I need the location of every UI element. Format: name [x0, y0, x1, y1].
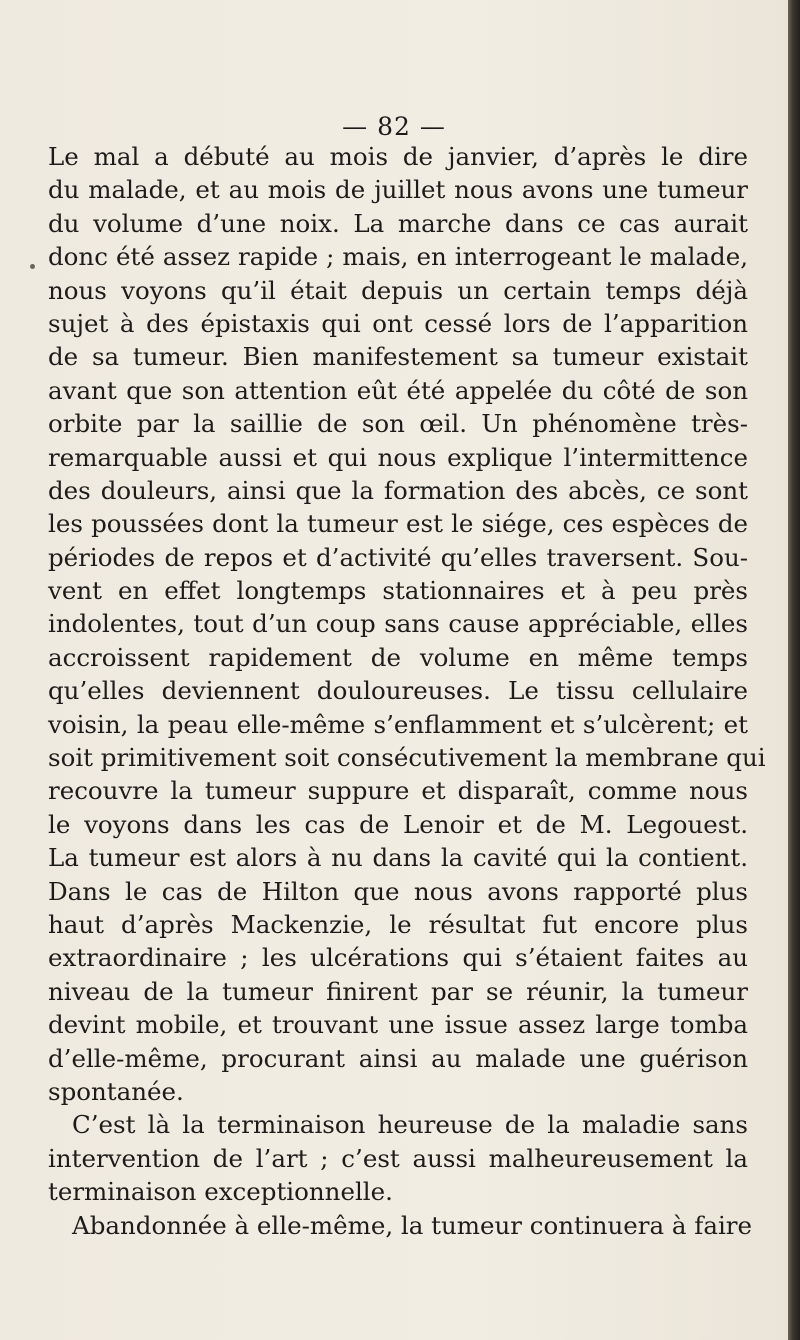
text-line: orbite par la saillie de son œil. Un phénomène très- [48, 409, 748, 439]
text-line: périodes de repos et d’activité qu’elles traversent. Sou- [48, 542, 748, 572]
text-line: Dans le cas de Hilton que nous avons rapporté plus [48, 876, 748, 906]
text-line: indolentes, tout d’un coup sans cause appréciable, elles [48, 609, 748, 639]
text-line: Le mal a débuté au mois de janvier, d’après le dire [48, 142, 748, 171]
text-line: remarquable aussi et qui nous explique l’intermittence [48, 442, 748, 472]
text-line: C’est là la terminaison heureuse de la maladie sans [72, 1110, 748, 1140]
text-line: accroissent rapidement de volume en même temps [48, 642, 748, 672]
text-line: voisin, la peau elle-même s’enflamment et s’ulcèrent; et [48, 709, 748, 739]
text-line: niveau de la tumeur finirent par se réunir, la tumeur [48, 976, 748, 1006]
text-line: donc été assez rapide ; mais, en interrogeant le malade, [48, 242, 748, 272]
page-number: — 82 — [342, 112, 446, 141]
text-line: recouvre la tumeur suppure et disparaît, comme nous [48, 776, 748, 806]
text-line: du malade, et au mois de juillet nous avons une tumeur [48, 175, 748, 205]
text-line: avant que son attention eût été appelée du côté de son [48, 375, 748, 405]
text-line: du volume d’une noix. La marche dans ce cas aurait [48, 208, 748, 238]
text-line: soit primitivement soit consécutivement la membrane qui [48, 743, 766, 773]
text-line: d’elle-même, procurant ainsi au malade une guérison [48, 1043, 748, 1073]
text-line: de sa tumeur. Bien manifestement sa tumeur existait [48, 342, 748, 372]
text-line: vent en effet longtemps stationnaires et à peu près [48, 576, 748, 606]
text-line: spontanée. [48, 1076, 184, 1106]
text-line: haut d’après Mackenzie, le résultat fut encore plus [48, 909, 748, 939]
text-line: sujet à des épistaxis qui ont cessé lors de l’apparition [48, 308, 748, 338]
text-line: qu’elles deviennent douloureuses. Le tissu cellulaire [48, 676, 748, 706]
text-line: terminaison exceptionnelle. [48, 1177, 393, 1207]
page-edge-shadow [788, 0, 800, 1340]
text-line: Abandonnée à elle-même, la tumeur continuera à faire [72, 1210, 752, 1240]
text-line: le voyons dans les cas de Lenoir et de M. Legouest. [48, 809, 748, 839]
text-line: des douleurs, ainsi que la formation des abcès, ce sont [48, 475, 748, 505]
text-line: les poussées dont la tumeur est le siége, ces espèces de [48, 509, 748, 539]
margin-mark [30, 264, 35, 269]
text-line: La tumeur est alors à nu dans la cavité qui la contient. [48, 843, 748, 873]
text-line: extraordinaire ; les ulcérations qui s’étaient faites au [48, 943, 748, 973]
body-text [48, 140, 766, 1242]
text-line: intervention de l’art ; c’est aussi malheureusement la [48, 1143, 748, 1173]
text-line: nous voyons qu’il était depuis un certain temps déjà [48, 275, 748, 305]
text-line: devint mobile, et trouvant une issue assez large tomba [48, 1010, 748, 1040]
